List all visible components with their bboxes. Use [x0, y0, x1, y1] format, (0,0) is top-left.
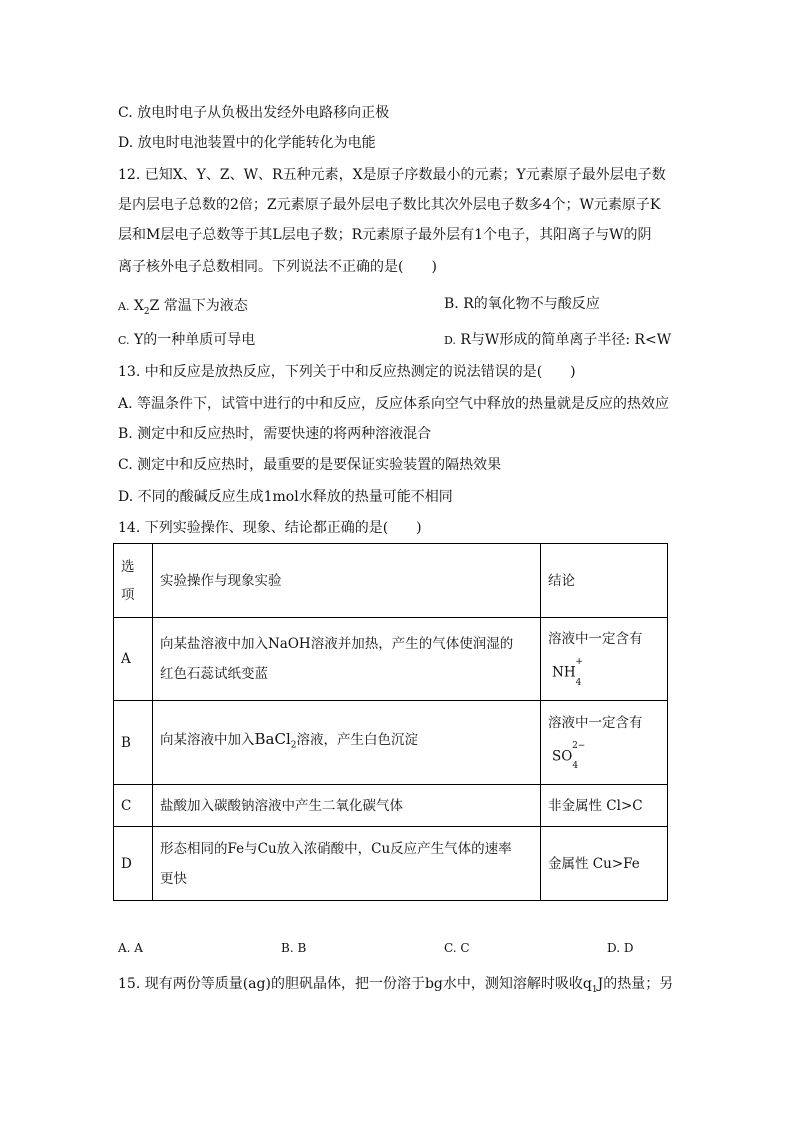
q13-option-d: D. 不同的酸碱反应生成1mol水释放的热量可能不相同	[118, 489, 453, 505]
row-operation: 向某溶液中加入BaCl$_2$溶液，产生白色沉淀	[153, 701, 541, 785]
row-option: C	[114, 785, 153, 827]
q15-stem-line-1: 15. 现有两份等质量(ag)的胆矾晶体，把一份溶于bg水中，测知溶解时吸收$q_1J$的热量；另	[118, 976, 674, 995]
q14-choice-a: A. A	[118, 941, 143, 955]
sulfate-ion: $SO_4^{2-}$	[552, 740, 586, 772]
q11-option-c: C. 放电时电子从负极出发经外电路移向正极	[118, 105, 390, 121]
row-conclusion: 非金属性 Cl>C	[541, 785, 668, 827]
q13-option-a: A. 等温条件下，试管中进行的中和反应，反应体系向空气中释放的热量就是反应的热效应	[118, 396, 670, 412]
row-option: B	[114, 701, 153, 785]
q12-stem-line-3: 层和M层电子总数等于其L层电子数；R元素原子最外层有1个电子，其阳离子与W的阴	[118, 227, 652, 243]
q12-option-a-formula: $X_2Z$	[133, 298, 160, 317]
q12-option-b: B. R的氧化物不与酸反应	[444, 296, 600, 312]
q14-stem: 14. 下列实验操作、现象、结论都正确的是( )	[118, 520, 422, 536]
row-conclusion: 金属性 Cu>Fe	[541, 827, 668, 901]
ammonium-ion: $NH_4^+$	[552, 657, 583, 688]
q13-option-b: B. 测定中和反应热时，需要快速的将两种溶液混合	[118, 426, 432, 442]
q13-option-c: C. 测定中和反应热时，最重要的是要保证实验装置的隔热效果	[118, 457, 502, 473]
table-row	[114, 618, 668, 701]
table-row	[114, 827, 668, 901]
q12-option-d: D. R与W形成的简单离子半径: R<W	[444, 332, 672, 348]
q12-stem-line-2: 是内层电子总数的2倍；Z元素原子最外层电子数比其次外层电子数多4个；W元素原子K	[118, 197, 661, 213]
row-option: D	[114, 827, 153, 901]
row-operation: 形态相同的Fe与Cu放入浓硝酸中，Cu反应产生气体的速率 更快	[153, 827, 541, 901]
table-row	[114, 785, 668, 827]
q12-option-c: C. Y的一种单质可导电	[118, 332, 256, 348]
header-operation-cell: 实验操作与现象实验	[153, 544, 541, 618]
q14-choice-b: B. B	[281, 941, 307, 955]
q12-option-a-text: 常温下为液态	[163, 298, 248, 314]
q14-table	[113, 543, 668, 901]
row-conclusion: 溶液中一定含有 $SO_4^{2-}$	[541, 701, 668, 785]
q12-stem-line-4: 离子核外电子总数相同。下列说法不正确的是( )	[118, 259, 437, 275]
header-option-cell: 选 项	[114, 544, 153, 618]
table-row	[114, 701, 668, 785]
row-operation: 盐酸加入碳酸钠溶液中产生二氧化碳气体	[153, 785, 541, 827]
q12-option-a	[118, 294, 248, 322]
q14-choice-c: C. C	[444, 941, 470, 955]
row-operation: 向某盐溶液中加入NaOH溶液并加热，产生的气体使润湿的 红色石蕊试纸变蓝	[153, 618, 541, 701]
q12-stem-line-1: 12. 已知X、Y、Z、W、R五种元素，X是原子序数最小的元素；Y元素原子最外层电子数	[118, 167, 666, 183]
row-conclusion: 溶液中一定含有 $NH_4^+$	[541, 618, 668, 701]
header-conclusion-cell: 结论	[541, 544, 668, 618]
table-header-row	[114, 544, 668, 618]
q12-option-a-label: A.	[118, 300, 130, 313]
q13-stem: 13. 中和反应是放热反应，下列关于中和反应热测定的说法错误的是( )	[118, 364, 576, 380]
row-option: A	[114, 618, 153, 701]
q14-choice-d: D. D	[607, 941, 634, 955]
q11-option-d: D. 放电时电池装置中的化学能转化为电能	[118, 135, 376, 151]
